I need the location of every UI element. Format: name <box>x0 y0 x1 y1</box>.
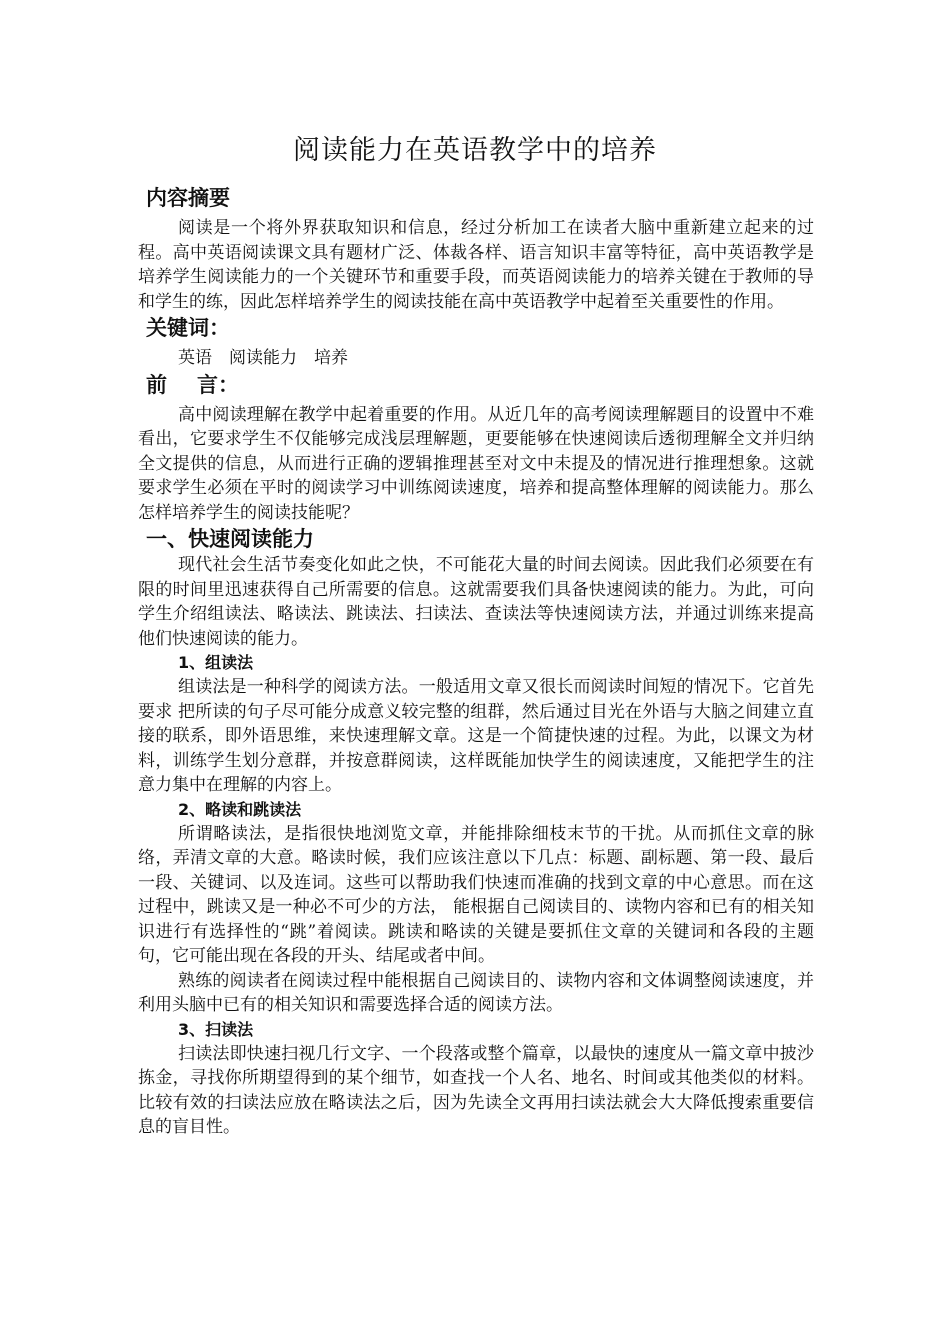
abstract-paragraph: 阅读是一个将外界获取知识和信息，经过分析加工在读者大脑中重新建立起来的过程。高中英语阅读课文具有题材广泛、体裁各样、语言知识丰富等特征，高中英语教学是培养学生阅读能力的一个关键环节和重要手段，而英语阅读能力的培养关键在于教师的导和学生的练，因此怎样培养学生的阅读技能在高中英语教学中起着至关重要性的作用。 <box>138 218 814 312</box>
subsection-3-paragraph: 扫读法即快速扫视几行文字、一个段落或整个篇章，以最快的速度从一篇文章中披沙拣金，寻找你所期望得到的某个细节，如查找一个人名、地名、时间或其他类似的材料。比较有效的扫读法应放在略读法之后，因为先读全文再用扫读法就会大大降低搜索重要信息的盲目性。 <box>138 1043 814 1137</box>
section-1-heading: 一、快速阅读能力 <box>146 527 314 551</box>
preface-paragraph: 高中阅读理解在教学中起着重要的作用。从近几年的高考阅读理解题目的设置中不难看出，它要求学生不仅能够完成浅层理解题，更要能够在快速阅读后透彻理解全文并归纳全文提供的信息，从而进行正确的逻辑推理甚至对文中未提及的情况进行推理想象。这就要求学生必须在平时的阅读学习中训练阅读速度，培养和提高整体理解的阅读能力。那么怎样培养学生的阅读技能呢？ <box>138 404 814 523</box>
abstract-heading: 内容摘要 <box>146 186 230 210</box>
keywords-heading: 关键词： <box>146 316 230 340</box>
subsection-1-paragraph: 组读法是一种科学的阅读方法。一般适用文章又很长而阅读时间短的情况下。它首先要求 把所读的句子尽可能分成意义较完整的组群，然后通过目光在外语与大脑之间建立直接的联系，即外语思维，来快速理解文章。这是一个简捷快速的过程。为此，以课文为材料，训练学生划分意群，并按意群阅读，这样既能加快学生的阅读速度，又能把学生的注意力集中在理解的内容上。 <box>138 677 814 795</box>
subsection-2-paragraph-1: 所谓略读法，是指很快地浏览文章，并能排除细枝末节的干扰。从而抓住文章的脉络，弄清文章的大意。略读时候，我们应该注意以下几点：标题、副标题、第一段、最后一段、关键词、以及连词。这些可以帮助我们快速而准确的找到文章的中心意思。而在这过程中，跳读又是一种必不可少的方法， 能根据自己阅读目的、读物内容和已有的相关知识进行有选择性的“跳”着阅读。跳读和略读的关键是要抓住文章的关键词和各段的主题句，它可能出现在各段的开头、结尾或者中间。 <box>138 823 814 966</box>
subsection-2-paragraph-2: 熟练的阅读者在阅读过程中能根据自己阅读目的、读物内容和文体调整阅读速度，并利用头脑中已有的相关知识和需要选择合适的阅读方法。 <box>138 970 814 1015</box>
subsection-1-heading: 1、组读法 <box>178 653 254 672</box>
preface-heading-part-b: 言： <box>197 372 239 397</box>
section-1-paragraph: 现代社会生活节奏变化如此之快，不可能花大量的时间去阅读。因此我们必须要在有限的时间里迅速获得自己所需要的信息。这就需要我们具备快速阅读的能力。为此，可向学生介绍组读法、略读法、跳读法、扫读法、查读法等快速阅读方法，并通过训练来提高他们快速阅读的能力。 <box>138 555 814 649</box>
document-body <box>138 184 814 1140</box>
document-title: 阅读能力在英语教学中的培养 <box>293 135 657 166</box>
subsection-2-heading: 2、略读和跳读法 <box>178 799 302 819</box>
preface-heading-part-a: 前 <box>146 372 167 397</box>
keywords-list: 英语 阅读能力 培养 <box>178 348 348 368</box>
subsection-3-heading: 3、扫读法 <box>178 1019 254 1039</box>
preface-heading <box>138 371 814 399</box>
